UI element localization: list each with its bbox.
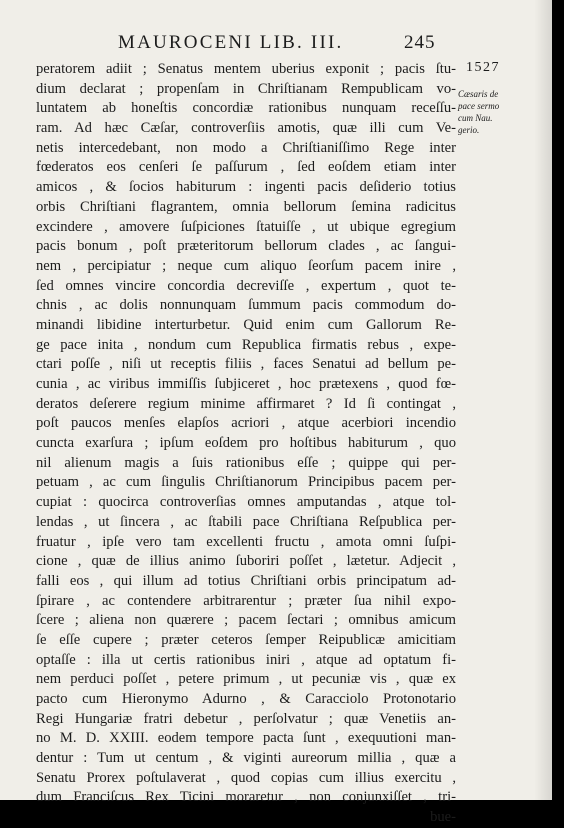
page-number: 245 xyxy=(404,32,436,53)
running-title: MAUROCENI LIB. III. xyxy=(118,32,344,53)
text-line: ſe eſſe cupere ; præter ceteros ſemper Reipublicæ amicitiam xyxy=(36,631,456,648)
text-line: dium declarat ; propenſam in Chriſtianam Rempublicam vo- xyxy=(36,80,456,97)
text-line: nem , percipiatur ; neque cum aliquo ſeorſum pacem inire , xyxy=(36,257,456,274)
text-line: optaſſe : illa ut certis rationibus iniri , atque ad optatum fi- xyxy=(36,651,456,668)
text-line: nem perduci poſſet , petere primum , ut pecuniæ vis , quæ ex xyxy=(36,671,456,688)
margin-year: 1527 xyxy=(466,60,500,75)
text-line: fœderatos eos cenſeri ſe paſſurum , ſed eoſdem etiam inter xyxy=(36,159,456,176)
text-line: nil alienum magis a ſuis rationibus eſſe ; quippe qui per- xyxy=(36,454,456,471)
text-line: ctari poſſe , niſi ut receptis filiis , faces Senatui ad bellum pe- xyxy=(36,356,456,373)
text-line: fruatur , ipſe vero tam excellenti fructu , amota omni ſuſpi- xyxy=(36,533,456,550)
text-line: amicos , & ſocios habiturum : ingenti pacis deſiderio totius xyxy=(36,179,456,196)
margin-note-line: gerio. xyxy=(458,125,480,135)
text-line: Regi Hungariæ fratri debetur , perſolvatur ; quæ Venetiis an- xyxy=(36,710,456,727)
text-line: ſed omnes vincire concordia decreviſſe , expertum , quot te- xyxy=(36,277,456,294)
text-line: no M. D. XXIII. eodem tempore pacta ſunt , exequutioni man- xyxy=(36,730,456,747)
text-line: ſpirare , ac contendere arbitrarentur ; præter ſua nihil expo- xyxy=(36,592,456,609)
margin-note-line: Cæsaris de xyxy=(458,89,499,99)
body-text xyxy=(36,60,456,828)
text-line: excindere , amovere ſuſpiciones ſtatuiſſe , ut ubique egregium xyxy=(36,218,456,235)
text-line: cunia , ac viribus immiſſis ſubjiceret , hoc prætexens , quod fœ- xyxy=(36,376,456,392)
text-line: cuncta exarſura ; ipſum eoſdem pro hoſtibus habiturum , quo xyxy=(36,435,456,452)
text-line: chnis , ac dolis nonnunquam ſummum pacis commodum do- xyxy=(36,297,456,314)
margin-note-line: cum Nau. xyxy=(458,113,493,123)
text-line: petuam , ac cum ſingulis Chriſtianorum Principibus pacem per- xyxy=(36,474,456,491)
text-line: lendas , ut ſincera , ac ſtabili pace Chriſtiana Reſpublica per- xyxy=(36,513,456,530)
page-header xyxy=(0,32,552,56)
margin-note-line: pace sermo xyxy=(458,101,500,111)
text-line: pacto cum Hieronymo Adurno , & Caracciolo Protonotario xyxy=(36,691,456,707)
margin-note xyxy=(458,88,518,136)
catchword: bue- xyxy=(430,809,456,826)
text-line: peratorem adiit ; Senatus mentem uberius exponit ; pacis ſtu- xyxy=(36,61,456,77)
text-line: ram. Ad hæc Cæſar, controverſiis amotis, quæ illi cum Ve- xyxy=(36,120,456,137)
text-line: pacis bonum , poſt præteritorum bellorum clades , ac ſangui- xyxy=(36,238,456,255)
text-line: netis intercedebant, non modo a Chriſtianiſſimo Rege inter xyxy=(36,139,456,156)
text-line: ſcere ; aliena non quærere ; pacem ſectari ; omnibus amicum xyxy=(36,612,456,629)
text-line: cione , quæ de illius animo ſuboriri poſſet , lætetur. Adjecit , xyxy=(36,553,456,570)
text-line: cupiat : quocirca controverſias omnes amputandas , atque tol- xyxy=(36,494,456,511)
text-line: luntatem ab honeſtis concordiæ rationibus nunquam receſſu- xyxy=(36,100,456,117)
text-line: deratos deſerere regium minime affirmaret ? Id ſi contingat , xyxy=(36,395,456,412)
text-line: minandi libidine interturbetur. Quid enim cum Gallorum Re- xyxy=(36,316,456,333)
text-line: falli eos , qui illum ad totius Chriſtiani orbis principatum ad- xyxy=(36,572,456,589)
text-line: orbis Chriſtiani flagrantem, omnia bellorum ſemina radicitus xyxy=(36,198,456,215)
text-line: dentur : Tum ut centum , & viginti aureorum millia , quæ a xyxy=(36,750,456,767)
text-line: dum Franciſcus Rex Ticini moraretur , non conjunxiſſet , tri- xyxy=(36,789,456,806)
text-line: ge pace inita , nondum cum Republica firmatis rebus , expe- xyxy=(36,336,456,353)
text-line: Senatu Prorex poſtulaverat , quod copias cum illius exercitu , xyxy=(36,769,456,786)
text-line: poſt paucos menſes elapſos acriori , atque acerbiori incendio xyxy=(36,415,456,432)
